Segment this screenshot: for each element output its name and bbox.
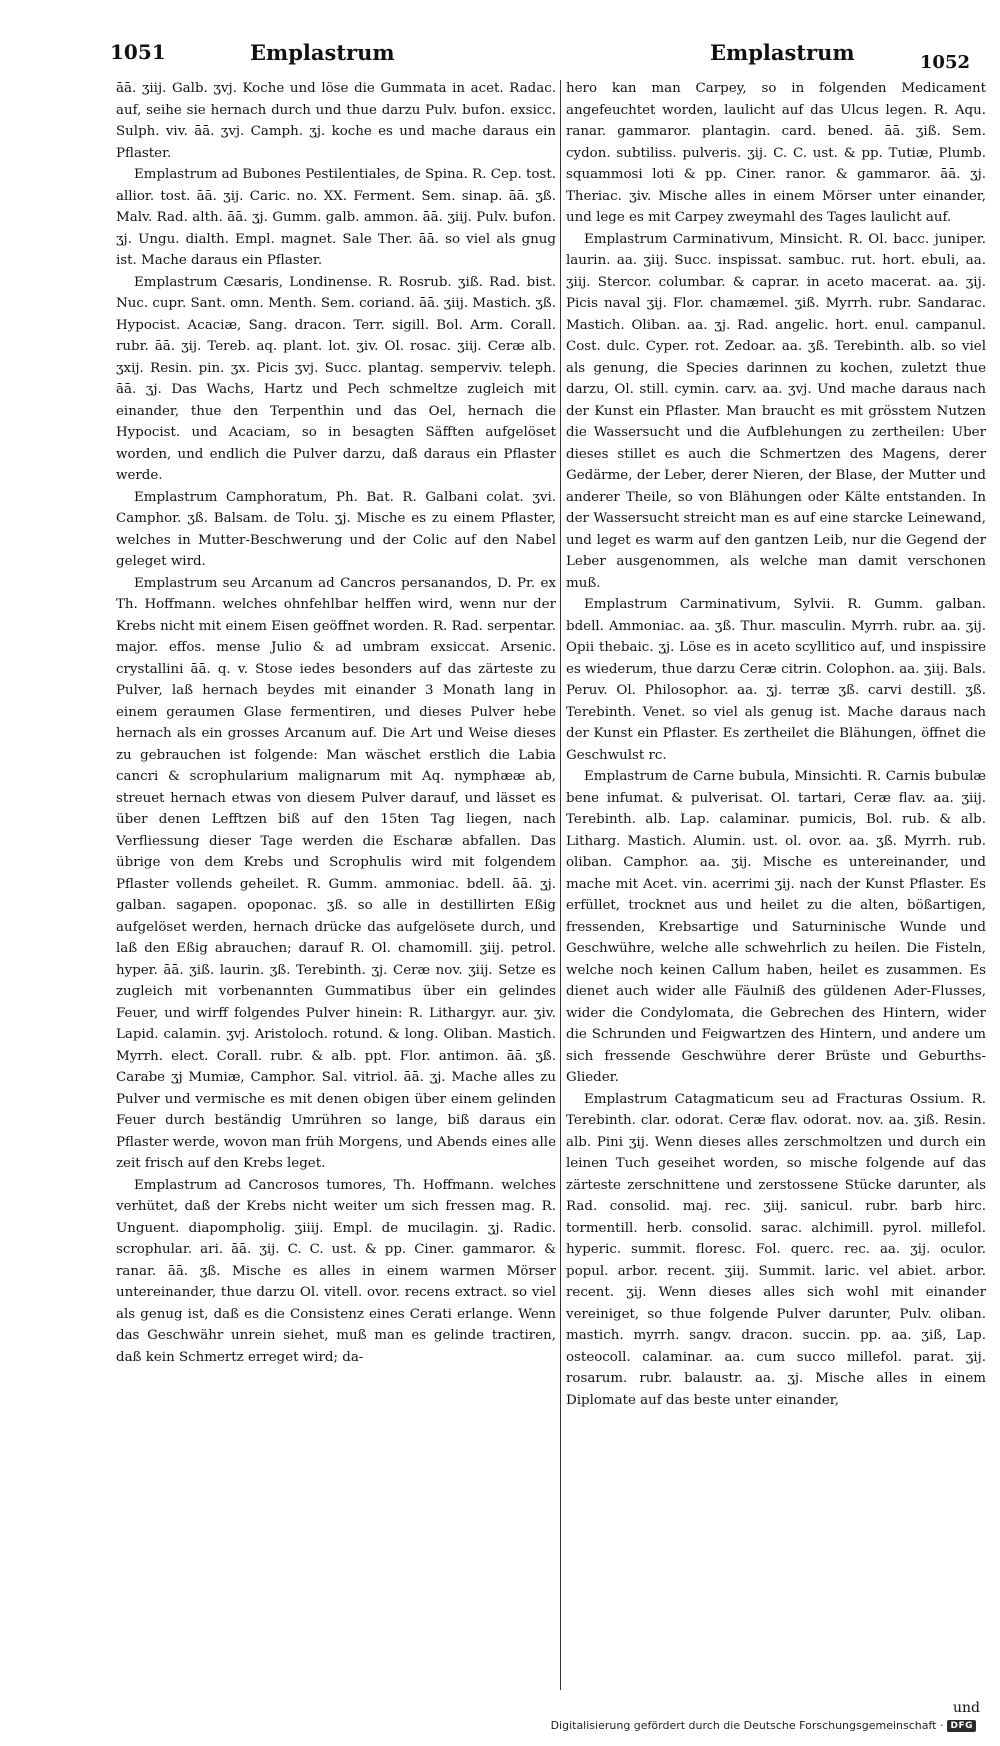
paragraph: Emplastrum seu Arcanum ad Cancros persanandos, D. Pr. ex Th. Hoffmann. welches ohnfehlbar helffen wird, wenn nur der Krebs nicht mit einem Eisen geöffnet worden. R. Rad. serpentar. major. effos. mense Julio & ad umbram exsiccat. Arsenic. crystallini āā. q. v. Stose iedes besonders auf das zärteste zu Pulver, laß hernach beydes mit einander 3 Monath lang in einem geraumen Glase fermentiren, und dieses Pulver hebe hernach als ein grosses Arcanum auf. Die Art und Weise dieses zu gebrauchen ist folgende: Man wäschet erstlich die Labia cancri & scrophularium malignarum mit Aq. nymphææ ab, streuet hernach etwas von diesem Pulver darauf, und lässet es über denen Lefftzen biß auf den 15ten Tag liegen, nach Verfliessung dieser Tage werden die Escharæ abfallen. Das übrige von dem Krebs und Scrophulis wird mit folgendem Pflaster vollends geheilet. R. Gumm. ammoniac. bdell. āā. ʒj. galban. sagapen. opoponac. ʒß. so alle in destillirten Eßig aufgelöset werden, hernach drücke das aufgelösete durch, und laß den Eßig abrauchen; darauf R. Ol. chamomill. ʒiij. petrol. hyper. āā. ʒiß. laurin. ʒß. Terebinth. ʒj. Ceræ nov. ʒiij. Setze es zugleich mit vorbenannten Gummatibus über ein gelindes Feuer, und wirff folgendes Pulver hinein: R. Lithargyr. aur. ʒiv. Lapid. calamin. ʒvj. Aristoloch. rotund. & long. Oliban. Mastich. Myrrh. elect. Corall. rubr. & alb. ppt. Flor. antimon. āā. ʒß. Carabe ʒj Mumiæ, Camphor. Sal. vitriol. āā. ʒj. Mache alles zu Pulver und vermische es mit denen obigen über einem gelinden Feuer durch beständig Umrühren so lange, biß daraus ein Pflaster werde, wovon man früh Morgens, und Abends eines alle zeit frisch auf den Krebs leget. (116, 575, 556, 1171)
column-divider (560, 80, 561, 1690)
page-header (110, 40, 970, 80)
right-column (566, 78, 986, 1690)
page-number-right: 1052 (919, 52, 970, 73)
running-title-right: Emplastrum (710, 40, 855, 65)
dfg-logo: DFG (947, 1720, 976, 1732)
paragraph: Emplastrum Camphoratum, Ph. Bat. R. Galbani colat. ʒvi. Camphor. ʒß. Balsam. de Tolu. ʒj. Mische es zu einem Pflaster, welches in Mutter-Beschwerung und der Colic auf den Nabel geleget wird. (116, 489, 556, 569)
paragraph: Emplastrum ad Cancrosos tumores, Th. Hoffmann. welches verhütet, daß der Krebs nicht weiter um sich fressen mag. R. Unguent. diapompholig. ʒiiij. Empl. de mucilagin. ʒj. Radic. scrophular. ari. āā. ʒij. C. C. ust. & pp. Ciner. gammaror. & ranar. āā. ʒß. Mische es alles in einem warmen Mörser untereinander, thue darzu Ol. vitell. ovor. recens extract. so viel als genug ist, daß es die Consistenz eines Cerati erlange. Wenn das Geschwähr unrein siehet, muß man es gelinde tractiren, daß kein Schmertz erreget wird; da- (116, 1177, 556, 1365)
running-title-left: Emplastrum (250, 40, 395, 65)
paragraph: Emplastrum Carminativum, Minsicht. R. Ol. bacc. juniper. laurin. aa. ʒiij. Succ. inspissat. sambuc. rut. hort. ebuli, aa. ʒiij. Stercor. columbar. & caprar. in aceto macerat. aa. ʒij. Picis naval ʒij. Flor. chamæmel. ʒiß. Myrrh. rubr. Sandarac. Mastich. Oliban. aa. ʒj. Rad. angelic. hort. enul. campanul. Cost. dulc. Cyper. rot. Zedoar. aa. ʒß. Terebinth. alb. so viel als genung, die Species darinnen zu kochen, zuletzt thue darzu, Ol. still. cymin. carv. aa. ʒvj. Und mache daraus nach der Kunst ein Pflaster. Man braucht es mit grösstem Nutzen die Wassersucht und die Aufblehungen zu zertheilen: Uber dieses stillet es auch die Schmertzen des Magens, derer Gedärme, der Leber, derer Nieren, der Blase, der Mutter und anderer Theile, so von Blähungen oder Kälte entstanden. In der Wassersucht streicht man es auf eine starcke Leinewand, und leget es warm auf den gantzen Leib, nur die Gegend der Leber ausgenommen, als welche man damit verschonen muß. (566, 231, 986, 591)
paragraph: Emplastrum ad Bubones Pestilentiales, de Spina. R. Cep. tost. allior. tost. āā. ʒij. Caric. no. XX. Ferment. Sem. sinap. āā. ʒß. Malv. Rad. alth. āā. ʒj. Gumm. galb. ammon. āā. ʒiij. Pulv. bufon. ʒj. Ungu. dialth. Empl. magnet. Sale Ther. āā. so viel als gnug ist. Mache daraus ein Pflaster. (116, 167, 556, 268)
paragraph: Emplastrum Cæsaris, Londinense. R. Rosrub. ʒiß. Rad. bist. Nuc. cupr. Sant. omn. Menth. Sem. coriand. āā. ʒiij. Mastich. ʒß. Hypocist. Acaciæ, Sang. dracon. Terr. sigill. Bol. Arm. Corall. rubr. āā. ʒij. Tereb. aq. plant. lot. ʒiv. Ol. rosac. ʒiij. Ceræ alb. ʒxij. Resin. pin. ʒx. Picis ʒvj. Succ. plantag. semperviv. teleph. āā. ʒj. Das Wachs, Hartz und Pech schmeltze zugleich mit einander, thue den Terpenthin und das Oel, hernach die Hypocist. und Acaciam, so in besagten Säfften aufgelöset worden, und endlich die Pulver darzu, daß daraus ein Pflaster werde. (116, 274, 556, 483)
paragraph: Emplastrum Carminativum, Sylvii. R. Gumm. galban. bdell. Ammoniac. aa. ʒß. Thur. masculin. Myrrh. rubr. aa. ʒij. Opii thebaic. ʒj. Löse es in aceto scyllitico auf, und inspissire es wiederum, thue darzu Ceræ citrin. Colophon. aa. ʒiij. Bals. Peruv. Ol. Philosophor. aa. ʒj. terræ ʒß. carvi destill. ʒß. Terebinth. Venet. so viel als genug ist. Mache daraus nach der Kunst ein Pflaster. Es zertheilet die Blähungen, öffnet die Geschwulst rc. (566, 597, 986, 763)
digitization-footer (551, 1719, 976, 1732)
left-column (116, 78, 556, 1690)
paragraph: Emplastrum Catagmaticum seu ad Fracturas Ossium. R. Terebinth. clar. odorat. Ceræ flav. odorat. nov. aa. ʒiß. Resin. alb. Pini ʒij. Wenn dieses alles zerschmoltzen und durch ein leinen Tuch geseihet worden, so mische folgende auf das zärteste zerschnittene und zerstossene Stücke darunter, als Rad. consolid. maj. rec. ʒiij. sanicul. rubr. barb hirc. tormentill. herb. consolid. sarac. alchimill. pyrol. millefol. hyperic. summit. floresc. Fol. querc. rec. aa. ʒij. oculor. popul. arbor. recent. ʒiij. Summit. laric. vel abiet. arbor. recent. ʒij. Wenn dieses alles sich wohl mit einander vereiniget, so thue folgende Pulver darunter, Pulv. oliban. mastich. myrrh. sangv. dracon. succin. pp. aa. ʒiß, Lap. osteocoll. calaminar. aa. cum succo millefol. parat. ʒij. rosarum. rubr. balaustr. aa. ʒj. Mische alles in einem Diplomate auf das beste unter einander, (566, 1091, 986, 1408)
footer-text: Digitalisierung gefördert durch die Deutsche Forschungsgemeinschaft · (550, 1719, 944, 1732)
catchword: und (953, 1700, 980, 1716)
page-number-left: 1051 (110, 40, 166, 64)
paragraph: hero kan man Carpey, so in folgenden Medicament angefeuchtet worden, laulicht auf das Ulcus legen. R. Aqu. ranar. gammaror. plantagin. card. bened. āā. ʒiß. Sem. cydon. subtiliss. pulveris. ʒij. C. C. ust. & pp. Tutiæ, Plumb. squammosi loti & pp. Ciner. ranor. & gammaror. āā. ʒj. Theriac. ʒiv. Mische alles in einem Mörser unter einander, und lege es mit Carpey zweymahl des Tages laulicht auf. (566, 81, 986, 225)
paragraph: āā. ʒiij. Galb. ʒvj. Koche und löse die Gummata in acet. Radac. auf, seihe sie hernach durch und thue darzu Pulv. bufon. exsicc. Sulph. viv. āā. ʒvj. Camph. ʒj. koche es und mache daraus ein Pflaster. (116, 81, 556, 161)
paragraph: Emplastrum de Carne bubula, Minsichti. R. Carnis bubulæ bene infumat. & pulverisat. Ol. tartari, Ceræ flav. aa. ʒiij. Terebinth. alb. Lap. calaminar. pumicis, Bol. rub. & alb. Litharg. Mastich. Alumin. ust. ol. ovor. aa. ʒß. Myrrh. rub. oliban. Camphor. aa. ʒij. Mische es untereinander, und mache mit Acet. vin. acerrimi ʒij. nach der Kunst Pflaster. Es erfüllet, trocknet aus und heilet zu die alten, bößartigen, fressenden, Krebsartige und Saturninische Wunde und Geschwühre, welche alle schwehrlich zu heilen. Die Fisteln, welche noch keinen Callum haben, heilet es zusammen. Es dienet auch wider alle Fäulniß des güldenen Ader-Flusses, wider die Condylomata, die Gebrechen des Hintern, wider die Schrunden und Feigwartzen des Hintern, und andere um sich fressende Geschwühre derer Brüste und Geburths-Glieder. (566, 769, 986, 1085)
